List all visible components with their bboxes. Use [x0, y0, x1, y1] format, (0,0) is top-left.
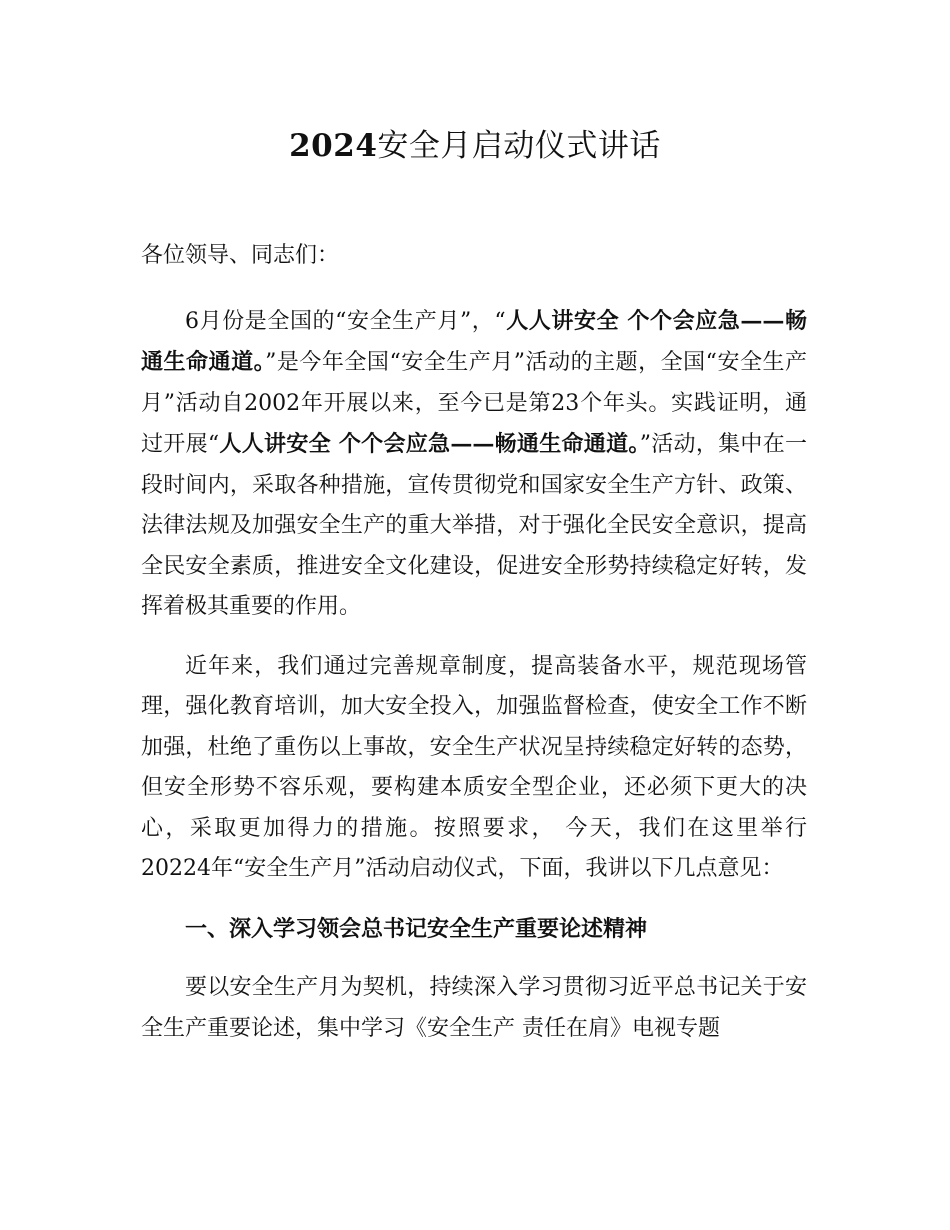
title-text: 安全月启动仪式讲话: [377, 128, 661, 164]
document-title: [0, 122, 950, 170]
paragraph-1-text-b: ”是今年全国“安全生产月”活动的主题，全国“安全生产月”活动自2002年开展以来，至今已是第23个年头。实践证明，通过开展“: [141, 350, 807, 457]
paragraph-2: 近年来，我们通过完善规章制度，提高装备水平，规范现场管理，强化教育培训，加大安全投入，加强监督检查，使安全工作不断加强，杜绝了重伤以上事故，安全生产状况呈持续稳定好转的态势，但安全形势不容乐观，要构建本质安全型企业，还必须下更大的决心，采取更加得力的措施。按照要求， 今天，我们在这里举行20224年“安全生产月”活动启动仪式，下面，我讲以下几点意见：: [141, 653, 807, 881]
paragraph-1-text-a: 6月份是全国的“安全生产月”，“: [185, 308, 506, 334]
document-body: [141, 236, 807, 1068]
greeting-line: 各位领导、同志们：: [141, 243, 340, 268]
activity-theme-bold-2: 人人讲安全 个个会应急——畅通生命通道。: [219, 431, 640, 457]
paragraph-3: 要以安全生产月为契机，持续深入学习贯彻习近平总书记关于安全生产重要论述，集中学习《安全生产 责任在肩》电视专题: [141, 975, 807, 1041]
title-year: 2024: [289, 128, 378, 164]
activity-theme-bold: 人人讲安全 个个会应急——畅通生命通道。: [141, 307, 807, 375]
paragraph-1: [141, 301, 807, 628]
section-heading-1: 一、深入学习领会总书记安全生产重要论述精神: [185, 915, 648, 942]
paragraph-1-text-c: ”活动，集中在一段时间内，采取各种措施，宣传贯彻党和国家安全生产方针、政策、法律法规及加强安全生产的重大举措，对于强化全民安全意识，提高全民安全素质，推进安全文化建设，促进安全形势持续稳定好转，发挥着极其重要的作用。: [141, 432, 807, 619]
